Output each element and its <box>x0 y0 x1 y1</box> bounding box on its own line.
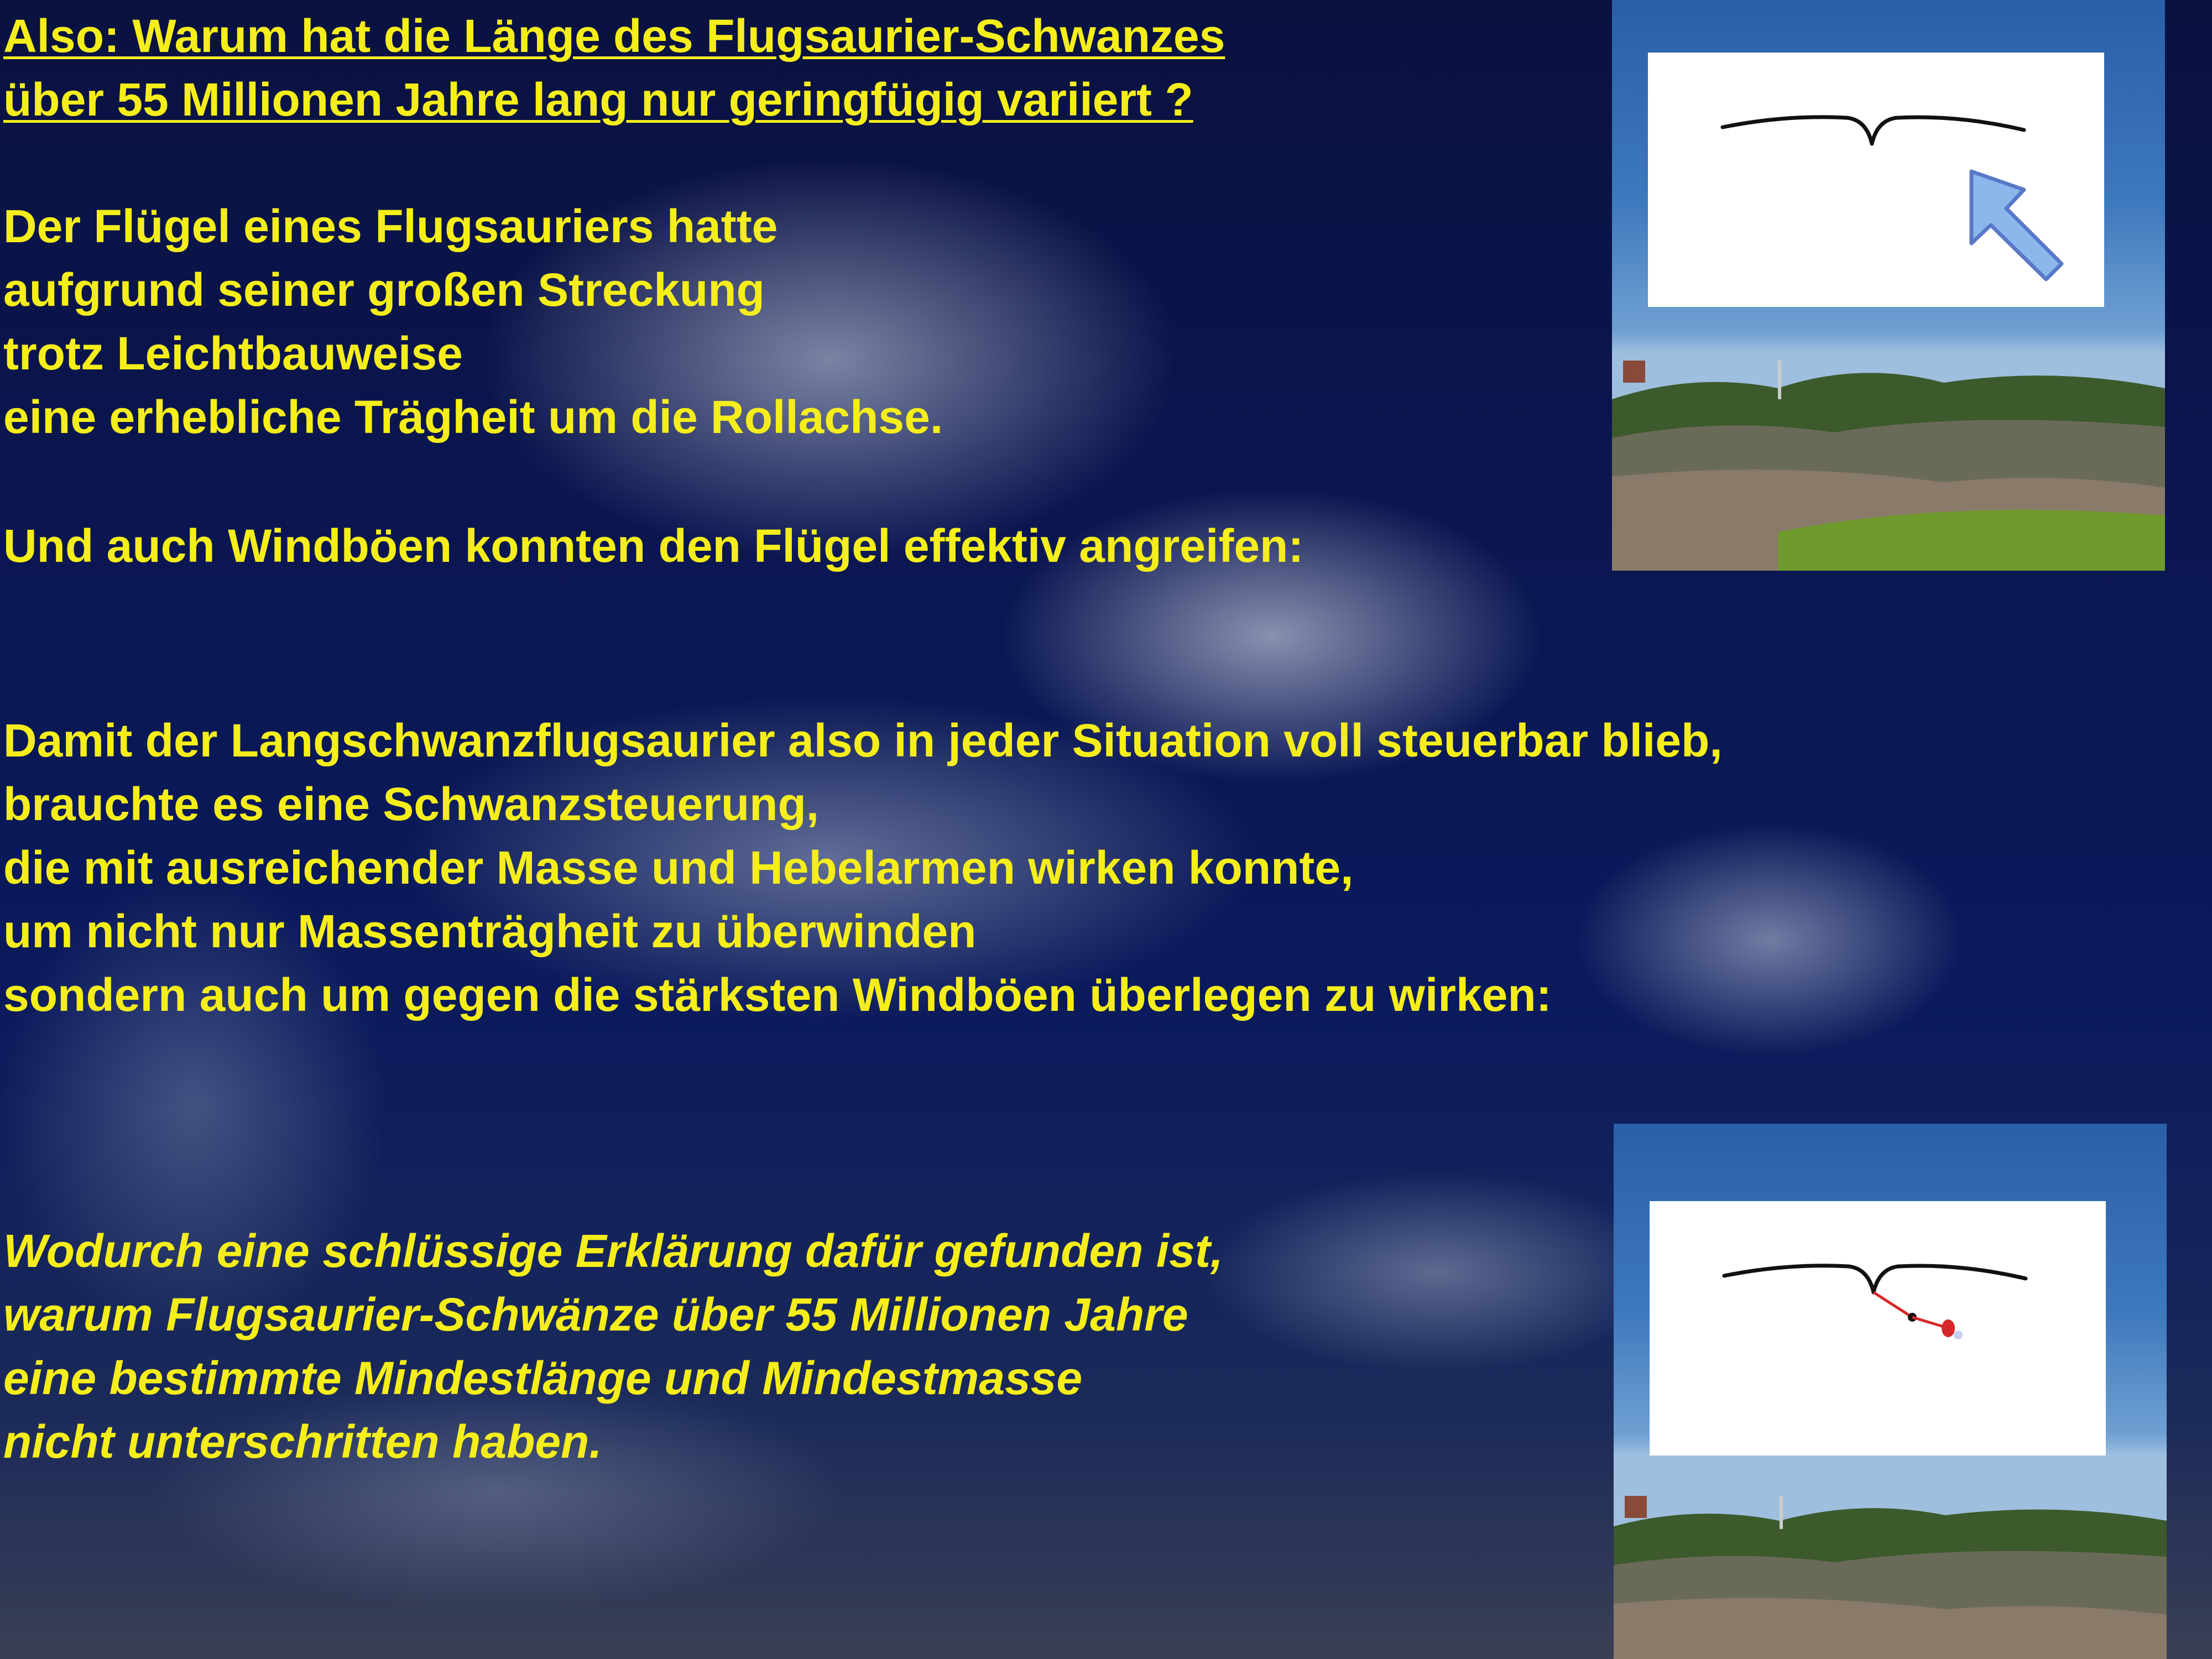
text-line: Und auch Windböen konnten den Flügel effektiv angreifen: <box>3 520 1304 572</box>
text-line: Der Flügel eines Flugsauriers hatte <box>3 200 778 252</box>
diagram-wing-gust <box>1648 53 2104 307</box>
paragraph-wing-inertia <box>3 195 943 449</box>
text-line: Damit der Langschwanzflugsaurier also in jeder Situation voll steuerbar blieb, <box>3 714 1723 766</box>
title-line: über 55 Millionen Jahre lang nur geringfügig variiert ? <box>3 74 1193 126</box>
landscape-photo <box>1612 349 2165 571</box>
text-line: die mit ausreichender Masse und Hebelarmen wirken konnte, <box>3 842 1354 894</box>
text-line: eine bestimmte Mindestlänge und Mindestmasse <box>3 1352 1083 1404</box>
text-line: nicht unterschritten haben. <box>3 1416 602 1468</box>
text-line: Wodurch eine schlüssige Erklärung dafür gefunden ist, <box>3 1225 1224 1277</box>
wing-silhouette-icon <box>1724 1266 2026 1292</box>
text-line: um nicht nur Massenträgheit zu überwinden <box>3 905 977 957</box>
paragraph-tail-control <box>3 709 1723 1027</box>
diagram-tail-control <box>1650 1201 2106 1455</box>
text-line: brauchte es eine Schwanzsteuerung, <box>3 778 820 830</box>
text-line: trotz Leichtbauweise <box>3 327 463 379</box>
landscape-photo <box>1614 1493 2167 1659</box>
paragraph-wind-gusts <box>3 514 1303 578</box>
arrow-up-left-icon <box>1971 171 2062 279</box>
text-line: warum Flugsaurier-Schwänze über 55 Millionen Jahre <box>3 1288 1188 1340</box>
text-line: sondern auch um gegen die stärksten Windböen überlegen zu wirken: <box>3 969 1552 1021</box>
title <box>3 4 1225 132</box>
wing-silhouette-icon <box>1723 117 2024 144</box>
tail-vane-icon <box>1874 1292 1963 1339</box>
text-line: aufgrund seiner großen Streckung <box>3 264 765 316</box>
title-line: Also: Warum hat die Länge des Flugsaurier-Schwanzes <box>3 10 1225 62</box>
illustration-wind-gust <box>1612 0 2165 571</box>
text-line: eine erhebliche Trägheit um die Rollachse. <box>3 391 943 443</box>
illustration-tail-control <box>1614 1124 2167 1659</box>
conclusion <box>3 1219 1223 1474</box>
